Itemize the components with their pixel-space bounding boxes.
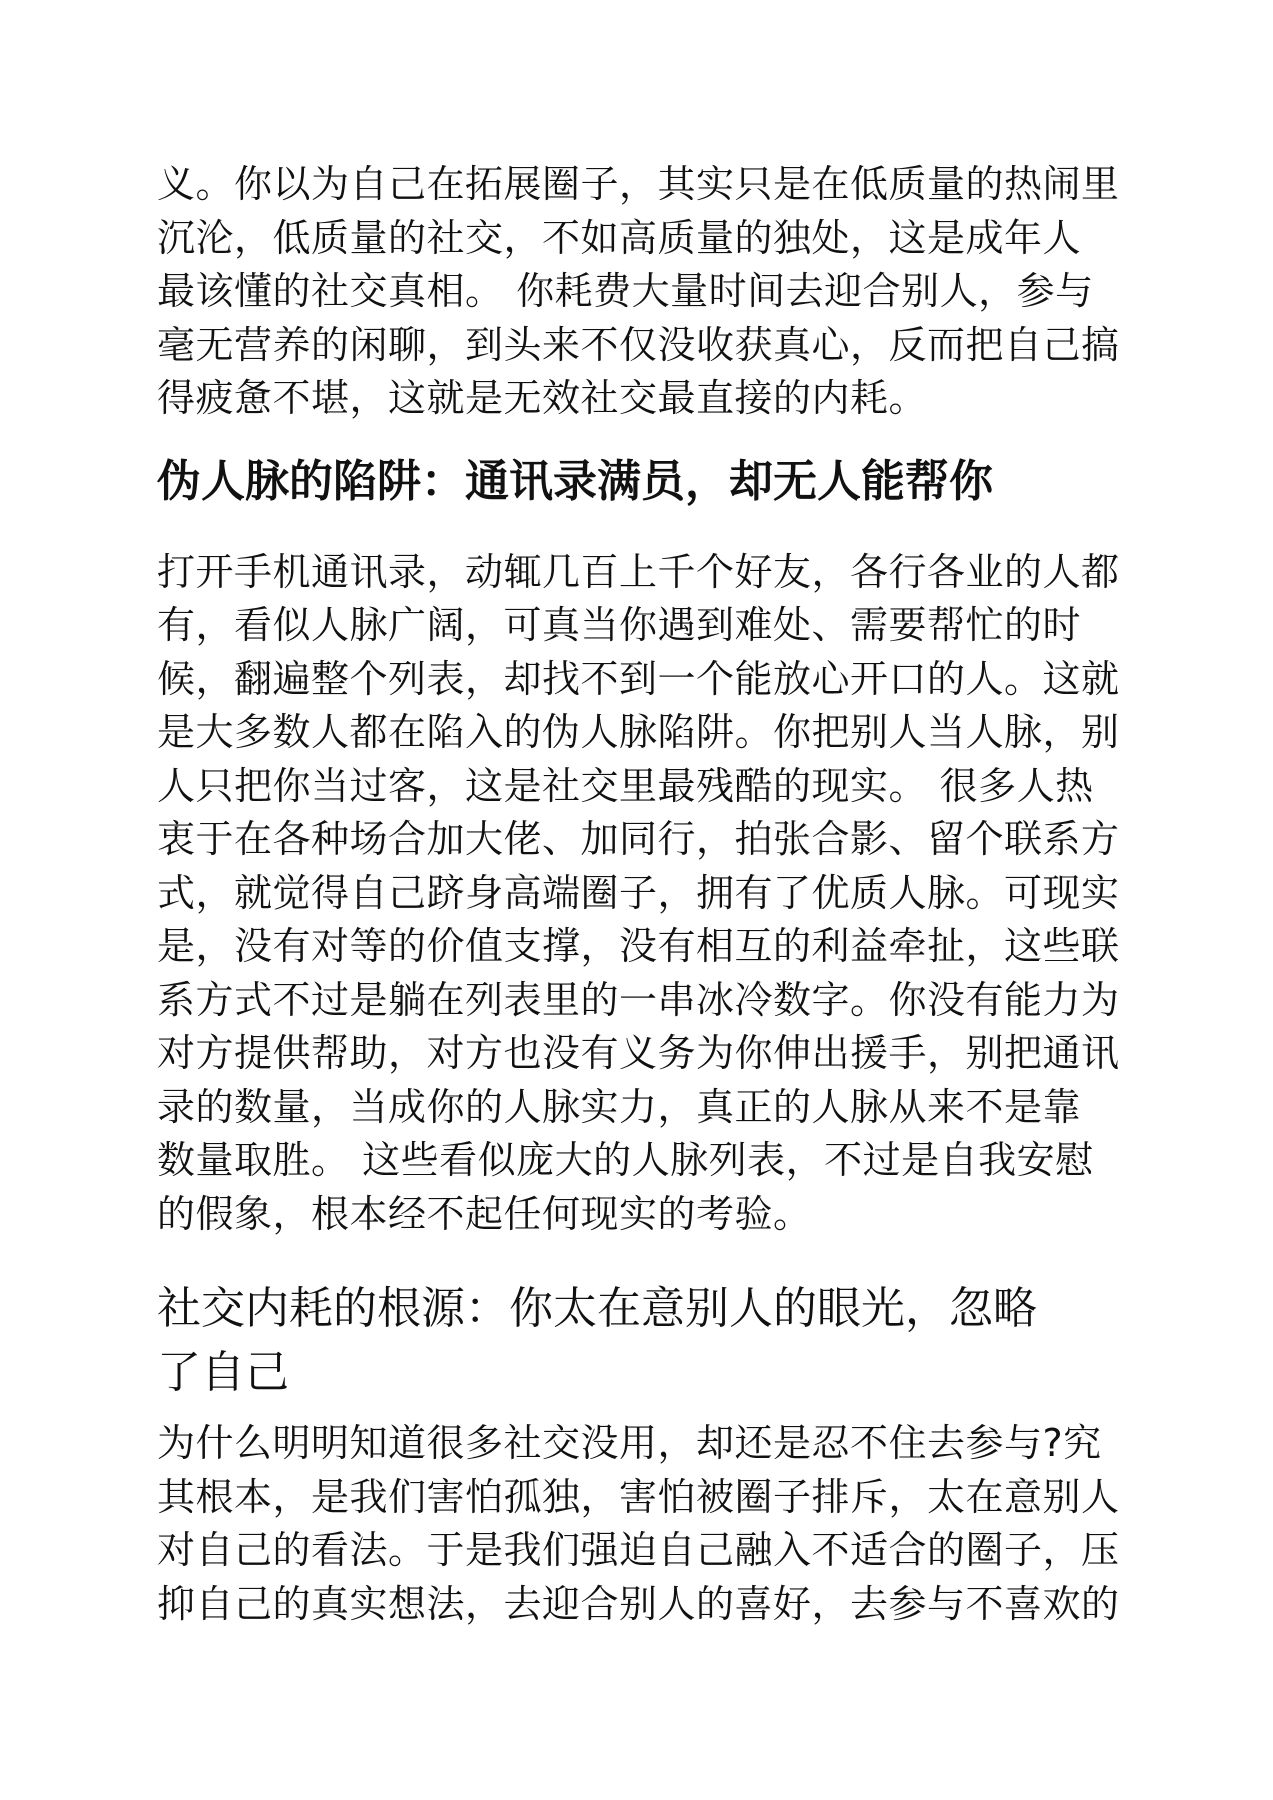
text-line: 毫无营养的闲聊，到头来不仅没收获真心，反而把自己搞: [157, 322, 1120, 367]
paragraph-social-drain: [157, 1417, 1120, 1631]
text-line: 沉沦，低质量的社交，不如高质量的独处，这是成年人: [157, 215, 1082, 260]
text-line: 衷于在各种场合加大佬、加同行，拍张合影、留个联系方: [157, 817, 1120, 861]
text-line: 有，看似人脉广阔，可真当你遇到难处、需要帮忙的时: [157, 603, 1082, 647]
text-line: 数量取胜。 这些看似庞大的人脉列表，不过是自我安慰: [157, 1138, 1094, 1182]
text-line: 人只把你当过客，这是社交里最残酷的现实。 很多人热: [157, 763, 1094, 808]
text-line: 是大多数人都在陷入的伪人脉陷阱。你把别人当人脉，别: [157, 710, 1120, 754]
section-heading-fake-network: 伪人脉的陷阱：通讯录满员，却无人能帮你: [157, 455, 993, 507]
section-heading-social-drain: [157, 1277, 1117, 1405]
text-line: 得疲惫不堪，这就是无效社交最直接的内耗。: [157, 376, 928, 420]
text-line: 对自己的看法。于是我们强迫自己融入不适合的圈子，压: [157, 1528, 1120, 1572]
text-line: 录的数量，当成你的人脉实力，真正的人脉从来不是靠: [157, 1084, 1082, 1129]
text-line: 的假象，根本经不起任何现实的考验。: [157, 1191, 812, 1236]
paragraph-ineffective-social: [157, 158, 1120, 426]
text-line: 候，翻遍整个列表，却找不到一个能放心开口的人。这就: [157, 656, 1120, 701]
text-line: 最该懂的社交真相。 你耗费大量时间去迎合别人，参与: [157, 269, 1094, 313]
heading-line: 社交内耗的根源：你太在意别人的眼光，忽略: [157, 1283, 1037, 1334]
text-line: 为什么明明知道很多社交没用，却还是忍不住去参与?究: [157, 1421, 1102, 1465]
paragraph-fake-network: [157, 546, 1120, 1242]
article-page: [157, 158, 1120, 1631]
text-line: 系方式不过是躺在列表里的一串冰冷数字。你没有能力为: [157, 977, 1120, 1022]
text-line: 抑自己的真实想法，去迎合别人的喜好，去参与不喜欢的: [157, 1581, 1120, 1626]
text-line: 其根本，是我们害怕孤独，害怕被圈子排斥，太在意别人: [157, 1474, 1120, 1519]
text-line: 打开手机通讯录，动辄几百上千个好友，各行各业的人都: [157, 549, 1120, 594]
text-line: 是，没有对等的价值支撑，没有相互的利益牵扯，这些联: [157, 924, 1120, 968]
text-line: 义。你以为自己在拓展圈子，其实只是在低质量的热闹里: [157, 162, 1120, 206]
text-line: 式，就觉得自己跻身高端圈子，拥有了优质人脉。可现实: [157, 870, 1120, 915]
text-line: 对方提供帮助，对方也没有义务为你伸出援手，别把通讯: [157, 1031, 1120, 1075]
heading-line: 了自己: [157, 1347, 289, 1398]
